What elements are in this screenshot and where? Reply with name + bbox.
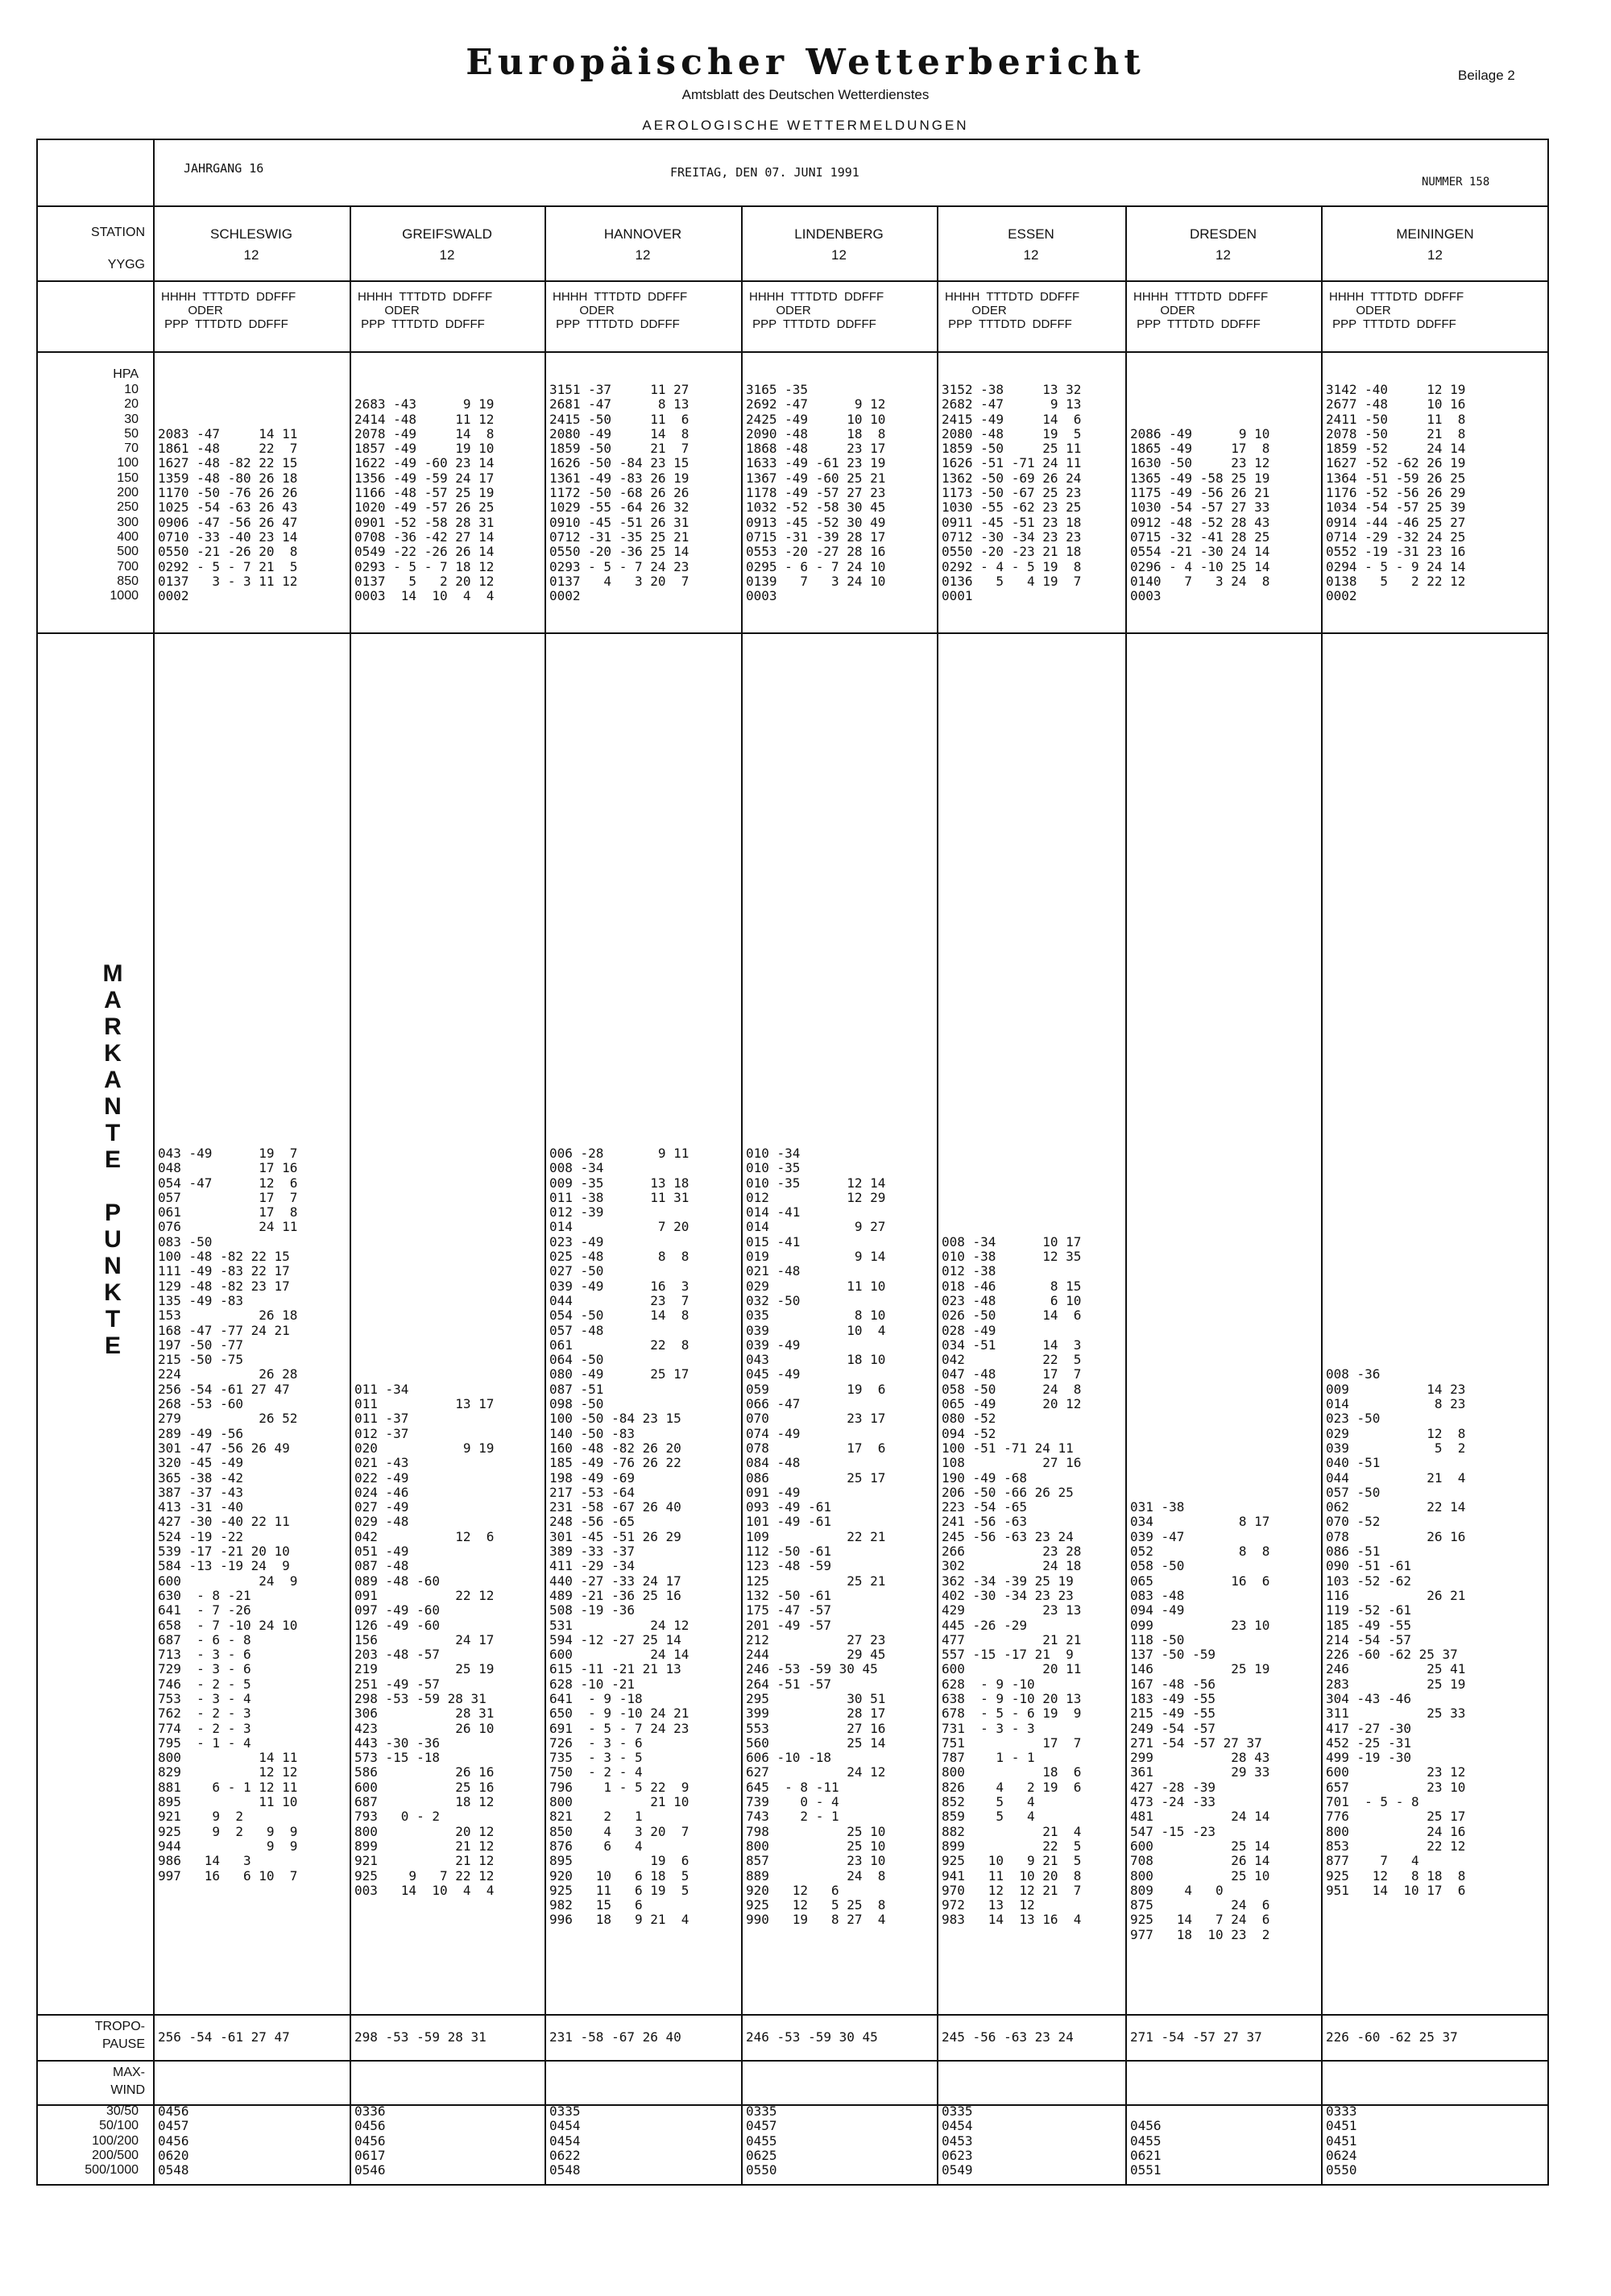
standard-levels-data: 3142 -40 12 19 2677 -48 10 16 2411 -50 11 8 2078 -50 21 8 1859 -52 24 14 1627 -52 -62 26 19 1364 -51 -59 26 25 1176 -52 -56 26 29 1034 -54 -57 25 39 0914 -44 -46 25 27 0714 -29 -32 24 25 0552 -19 -31 23 16 0294 - 5 - 9 24 14 0138 5 2 22 12 0002 bbox=[1326, 382, 1466, 604]
standard-levels-data: 2086 -49 9 10 1865 -49 17 8 1630 -50 23 12 1365 -49 -58 25 19 1175 -49 -56 26 21 1030 -54 -57 27 33 0912 -48 -52 28 43 0715 -32 -41 28 25 0554 -21 -30 24 14 0296 - 4 -10 25 14 0140 7 3 24 8 0003 bbox=[1130, 425, 1270, 604]
markante-letter bbox=[97, 1173, 129, 1200]
column-header-line2: ODER bbox=[358, 304, 420, 317]
markante-letter: T bbox=[105, 1306, 121, 1332]
column-header-line2: ODER bbox=[1329, 304, 1391, 317]
column-header-line1: HHHH TTTDTD DDFFF bbox=[1133, 290, 1269, 304]
station-time: 12 bbox=[439, 247, 455, 263]
pressure-level: 300 bbox=[117, 515, 139, 529]
pressure-level: 400 bbox=[117, 529, 139, 544]
station-name: DRESDEN bbox=[1189, 226, 1257, 242]
pressure-level: 30 bbox=[124, 412, 139, 426]
pressure-level: 200 bbox=[117, 486, 139, 500]
pressure-level: 500 bbox=[117, 545, 139, 559]
station-name: ESSEN bbox=[1008, 226, 1054, 242]
maxwind-label: MAX- WIND bbox=[110, 2066, 145, 2097]
pressure-level: 10 bbox=[124, 383, 139, 396]
yygg-label: YYGG bbox=[107, 258, 145, 271]
shear-layer-label: 30/50 bbox=[106, 2104, 139, 2118]
wind-shear-data: 0335 0454 0453 0623 0549 bbox=[942, 2103, 973, 2178]
column-header-line3: PPP TTTDTD DDFFF bbox=[161, 317, 288, 331]
column-header-line3: PPP TTTDTD DDFFF bbox=[553, 317, 680, 331]
date-label: FREITAG, DEN 07. JUNI 1991 bbox=[670, 165, 859, 180]
tropopause-data: 245 -56 -63 23 24 bbox=[942, 2029, 1074, 2045]
column-header-line1: HHHH TTTDTD DDFFF bbox=[749, 290, 884, 304]
wind-shear-data: 0335 0457 0455 0625 0550 bbox=[746, 2103, 777, 2178]
station-time: 12 bbox=[831, 247, 847, 263]
column-header-line2: ODER bbox=[1133, 304, 1195, 317]
markante-letter: P bbox=[104, 1200, 121, 1226]
shear-layer-label: 200/500 bbox=[92, 2148, 139, 2162]
markante-punkte-label bbox=[97, 960, 129, 1359]
station-name: GREIFSWALD bbox=[402, 226, 492, 242]
station-name: LINDENBERG bbox=[794, 226, 884, 242]
page-subtitle-2: AEROLOGISCHE WETTERMELDUNGEN bbox=[642, 118, 969, 133]
significant-points-data: 011 -34 011 13 17 011 -37 012 -37 020 9 19 021 -43 022 -49 024 -46 027 -49 029 -48 042 12 6 051 -49 087 -48 089 -48 -60 091 22 12 097 -49 -60 126 -49 -60 156 24 17 203 -48 -57 219 25 19 251 -49 -57 298 -53 -59 28 31 306 28 31 423 26 10 443 -30 -36 573 -15 -18 586 26 16 600 25 16 687 18 12 793 0 - 2 800 20 12 899 21 12 921 21 12 925 9 7 22 12 003 14 10 4 4 bbox=[354, 1381, 495, 1898]
significant-points-data: 043 -49 19 7 048 17 16 054 -47 12 6 057 17 7 061 17 8 076 24 11 083 -50 100 -48 -82 22 15 111 -49 -83 22 17 129 -48 -82 23 17 135 -49 -83 153 26 18 168 -47 -77 24 21 197 -50 -77 215 -50 -75 224 26 28 256 -54 -61 27 47 268 -53 -60 279 26 52 289 -49 -56 301 -47 -56 26 49 320 -45 -49 365 -38 -42 387 -37 -43 413 -31 -40 427 -30 -40 22 11 524 -19 -22 539 -17 -21 20 10 584 -13 -19 24 9 600 24 9 630 - 8 -21 641 - 7 -26 658 - 7 -10 24 10 687 - 6 - 8 713 - 3 - 6 729 - 3 - 6 746 - 2 - 5 753 - 3 - 4 762 - 2 - 3 774 - 2 - 3 795 - 1 - 4 800 14 11 829 12 12 881 6 - 1 12 11 895 11 10 921 9 2 925 9 2 9 9 944 9 9 986 14 3 997 16 6 10 7 bbox=[158, 1146, 298, 1884]
column-header-line1: HHHH TTTDTD DDFFF bbox=[945, 290, 1080, 304]
shear-layer-label: 500/1000 bbox=[85, 2163, 139, 2178]
pressure-level: 20 bbox=[124, 397, 139, 412]
markante-letter: E bbox=[104, 1332, 121, 1359]
markante-letter: A bbox=[104, 1067, 122, 1093]
standard-levels-data: 3151 -37 11 27 2681 -47 8 13 2415 -50 11 6 2080 -49 14 8 1859 -50 21 7 1626 -50 -84 23 15 1361 -49 -83 26 19 1172 -50 -68 26 26 1029 -55 -64 26 32 0910 -45 -51 26 31 0712 -31 -35 25 21 0550 -20 -36 25 14 0293 - 5 - 7 24 23 0137 4 3 20 7 0002 bbox=[549, 382, 690, 604]
markante-letter: K bbox=[104, 1040, 122, 1067]
standard-levels-data: 2683 -43 9 19 2414 -48 11 12 2078 -49 14 8 1857 -49 19 10 1622 -49 -60 23 14 1356 -49 -59 24 17 1166 -48 -57 25 19 1020 -49 -57 26 25 0901 -52 -58 28 31 0708 -36 -42 27 14 0549 -22 -26 26 14 0293 - 5 - 7 18 12 0137 5 2 20 12 0003 14 10 4 4 bbox=[354, 396, 495, 604]
pressure-levels bbox=[48, 383, 139, 603]
tropopause-data: 231 -58 -67 26 40 bbox=[549, 2029, 681, 2045]
wind-shear-data: 0336 0456 0456 0617 0546 bbox=[354, 2103, 386, 2178]
standard-levels-data: 3165 -35 2692 -47 9 12 2425 -49 10 10 2090 -48 18 8 1868 -48 23 17 1633 -49 -61 23 19 1367 -49 -60 25 21 1178 -49 -57 27 23 1032 -52 -58 30 45 0913 -45 -52 30 49 0715 -31 -39 28 17 0553 -20 -27 28 16 0295 - 6 - 7 24 10 0139 7 3 24 10 0003 bbox=[746, 382, 886, 604]
significant-points-data: 008 -36 009 14 23 014 8 23 023 -50 029 12 8 039 5 2 040 -51 044 21 4 057 -50 062 22 14 070 -52 078 26 16 086 -51 090 -51 -61 103 -52 -62 116 26 21 119 -52 -61 185 -49 -55 214 -54 -57 226 -60 -62 25 37 246 25 41 283 25 19 304 -43 -46 311 25 33 417 -27 -30 452 -25 -31 499 -19 -30 600 23 12 657 23 10 701 - 5 - 8 776 25 17 800 24 16 853 22 12 877 7 4 925 12 8 18 8 951 14 10 17 6 bbox=[1326, 1366, 1466, 1898]
shear-layer-label: 100/200 bbox=[92, 2133, 139, 2148]
column-divider bbox=[153, 139, 155, 2186]
pressure-level: 1000 bbox=[110, 589, 139, 603]
pressure-level: 700 bbox=[117, 559, 139, 574]
column-header-line3: PPP TTTDTD DDFFF bbox=[945, 317, 1072, 331]
wind-shear-data: 0456 0455 0621 0551 bbox=[1130, 2118, 1162, 2178]
hpa-label: HPA bbox=[113, 367, 139, 381]
station-label: STATION bbox=[91, 226, 145, 239]
column-header-line1: HHHH TTTDTD DDFFF bbox=[1329, 290, 1464, 304]
significant-points-data: 031 -38 034 8 17 039 -47 052 8 8 058 -50 065 16 6 083 -48 094 -49 099 23 10 118 -50 137 -50 -59 146 25 19 167 -48 -56 183 -49 -55 215 -49 -55 249 -54 -57 271 -54 -57 27 37 299 28 43 361 29 33 427 -28 -39 473 -24 -33 481 24 14 547 -15 -23 600 25 14 708 26 14 800 25 10 809 4 0 875 24 6 925 14 7 24 6 977 18 10 23 2 bbox=[1130, 1499, 1270, 1942]
wind-shear-data: 0335 0454 0454 0622 0548 bbox=[549, 2103, 581, 2178]
station-name: SCHLESWIG bbox=[209, 226, 293, 242]
wind-shear-data: 0333 0451 0451 0624 0550 bbox=[1326, 2103, 1357, 2178]
tropopause-data: 298 -53 -59 28 31 bbox=[354, 2029, 487, 2045]
column-header-line3: PPP TTTDTD DDFFF bbox=[1329, 317, 1456, 331]
pressure-level: 70 bbox=[124, 441, 139, 456]
column-header-line1: HHHH TTTDTD DDFFF bbox=[358, 290, 493, 304]
page-title: Europäischer Wetterbericht bbox=[466, 42, 1145, 83]
pressure-level: 50 bbox=[124, 426, 139, 441]
station-name: HANNOVER bbox=[603, 226, 682, 242]
station-time: 12 bbox=[1215, 247, 1231, 263]
column-header-line2: ODER bbox=[553, 304, 615, 317]
significant-points-data: 010 -34 010 -35 010 -35 12 14 012 12 29 014 -41 014 9 27 015 -41 019 9 14 021 -48 029 11 10 032 -50 035 8 10 039 10 4 039 -49 043 18 10 045 -49 059 19 6 066 -47 070 23 17 074 -49 078 17 6 084 -48 086 25 17 091 -49 093 -49 -61 101 -49 -61 109 22 21 112 -50 -61 123 -48 -59 125 25 21 132 -50 -61 175 -47 -57 201 -49 -57 212 27 23 244 29 45 246 -53 -59 30 45 264 -51 -57 295 30 51 399 28 17 553 27 16 560 25 14 606 -10 -18 627 24 12 645 - 8 -11 739 0 - 4 743 2 - 1 798 25 10 800 25 10 857 23 10 889 24 8 920 12 6 925 12 5 25 8 990 19 8 27 4 bbox=[746, 1146, 886, 1928]
wind-shear-labels bbox=[48, 2104, 139, 2178]
tropopause-label: TROPO- PAUSE bbox=[94, 2020, 145, 2051]
station-time: 12 bbox=[243, 247, 259, 263]
page-subtitle: Amtsblatt des Deutschen Wetterdienstes bbox=[681, 87, 930, 102]
column-header-line2: ODER bbox=[161, 304, 223, 317]
column-header-line3: PPP TTTDTD DDFFF bbox=[358, 317, 485, 331]
markante-letter: T bbox=[105, 1120, 121, 1146]
issue-number: NUMMER 158 bbox=[1422, 176, 1490, 189]
column-header-line2: ODER bbox=[945, 304, 1007, 317]
station-time: 12 bbox=[1023, 247, 1039, 263]
significant-points-data: 008 -34 10 17 010 -38 12 35 012 -38 018 -46 8 15 023 -48 6 10 026 -50 14 6 028 -49 034 -51 14 3 042 22 5 047 -48 17 7 058 -50 24 8 065 -49 20 12 080 -52 094 -52 100 -51 -71 24 11 108 27 16 190 -49 -68 206 -50 -66 26 25 223 -54 -65 241 -56 -63 245 -56 -63 23 24 266 23 28 302 24 18 362 -34 -39 25 19 402 -30 -34 23 23 429 23 13 445 -26 -29 477 21 21 557 -15 -17 21 9 600 20 11 628 - 9 -10 638 - 9 -10 20 13 678 - 5 - 6 19 9 731 - 3 - 3 751 17 7 787 1 - 1 800 18 6 826 4 2 19 6 852 5 4 859 5 4 882 21 4 899 22 5 925 10 9 21 5 941 11 10 20 8 970 12 12 21 7 972 13 12 983 14 13 16 4 bbox=[942, 1233, 1082, 1928]
column-header-line1: HHHH TTTDTD DDFFF bbox=[161, 290, 296, 304]
wind-shear-data: 0456 0457 0456 0620 0548 bbox=[158, 2103, 189, 2178]
pressure-level: 850 bbox=[117, 574, 139, 588]
markante-letter: R bbox=[104, 1013, 122, 1040]
column-header-line3: PPP TTTDTD DDFFF bbox=[749, 317, 876, 331]
column-header-line3: PPP TTTDTD DDFFF bbox=[1133, 317, 1261, 331]
column-header-line2: ODER bbox=[749, 304, 811, 317]
markante-letter: M bbox=[102, 960, 123, 987]
station-time: 12 bbox=[635, 247, 651, 263]
column-header-line1: HHHH TTTDTD DDFFF bbox=[553, 290, 688, 304]
pressure-level: 150 bbox=[117, 470, 139, 485]
tropopause-data: 271 -54 -57 27 37 bbox=[1130, 2029, 1262, 2045]
markante-letter: K bbox=[104, 1279, 122, 1306]
standard-levels-data: 2083 -47 14 11 1861 -48 22 7 1627 -48 -82 22 15 1359 -48 -80 26 18 1170 -50 -76 26 26 1025 -54 -63 26 43 0906 -47 -56 26 47 0710 -33 -40 23 14 0550 -21 -26 20 8 0292 - 5 - 7 21 5 0137 3 - 3 11 12 0002 bbox=[158, 425, 298, 604]
standard-levels-data: 3152 -38 13 32 2682 -47 9 13 2415 -49 14 6 2080 -48 19 5 1859 -50 25 11 1626 -51 -71 24 11 1362 -50 -69 26 24 1173 -50 -67 25 23 1030 -55 -62 23 25 0911 -45 -51 23 18 0712 -30 -34 23 23 0550 -20 -23 21 18 0292 - 4 - 5 19 8 0136 5 4 19 7 0001 bbox=[942, 382, 1082, 604]
tropopause-data: 246 -53 -59 30 45 bbox=[746, 2029, 878, 2045]
shear-layer-label: 50/100 bbox=[99, 2119, 139, 2133]
markante-letter: A bbox=[104, 987, 122, 1013]
station-name: MEININGEN bbox=[1396, 226, 1474, 242]
pressure-level: 250 bbox=[117, 500, 139, 515]
tropopause-data: 226 -60 -62 25 37 bbox=[1326, 2029, 1458, 2045]
markante-letter: U bbox=[104, 1226, 122, 1253]
station-time: 12 bbox=[1427, 247, 1443, 263]
tropopause-data: 256 -54 -61 27 47 bbox=[158, 2029, 290, 2045]
significant-points-data: 006 -28 9 11 008 -34 009 -35 13 18 011 -38 11 31 012 -39 014 7 20 023 -49 025 -48 8 8 027 -50 039 -49 16 3 044 23 7 054 -50 14 8 057 -48 061 22 8 064 -50 080 -49 25 17 087 -51 098 -50 100 -50 -84 23 15 140 -50 -83 160 -48 -82 26 20 185 -49 -76 26 22 198 -49 -69 217 -53 -64 231 -58 -67 26 40 248 -56 -65 301 -45 -51 26 29 389 -33 -37 411 -29 -34 440 -27 -33 24 17 489 -21 -36 25 16 508 -19 -36 531 24 12 594 -12 -27 25 14 600 24 14 615 -11 -21 21 13 628 -10 -21 641 - 9 -18 650 - 9 -10 24 21 691 - 5 - 7 24 23 726 - 3 - 6 735 - 3 - 5 750 - 2 - 4 796 1 - 5 22 9 800 21 10 821 2 1 850 4 3 20 7 876 6 4 895 19 6 920 10 6 18 5 925 11 6 19 5 982 15 6 996 18 9 21 4 bbox=[549, 1146, 690, 1928]
supplement-label: Beilage 2 bbox=[1458, 68, 1515, 83]
pressure-level: 100 bbox=[117, 456, 139, 470]
markante-letter: N bbox=[104, 1093, 122, 1120]
markante-letter: N bbox=[104, 1253, 122, 1279]
markante-letter: E bbox=[104, 1146, 121, 1173]
volume-label: JAHRGANG 16 bbox=[184, 161, 264, 176]
